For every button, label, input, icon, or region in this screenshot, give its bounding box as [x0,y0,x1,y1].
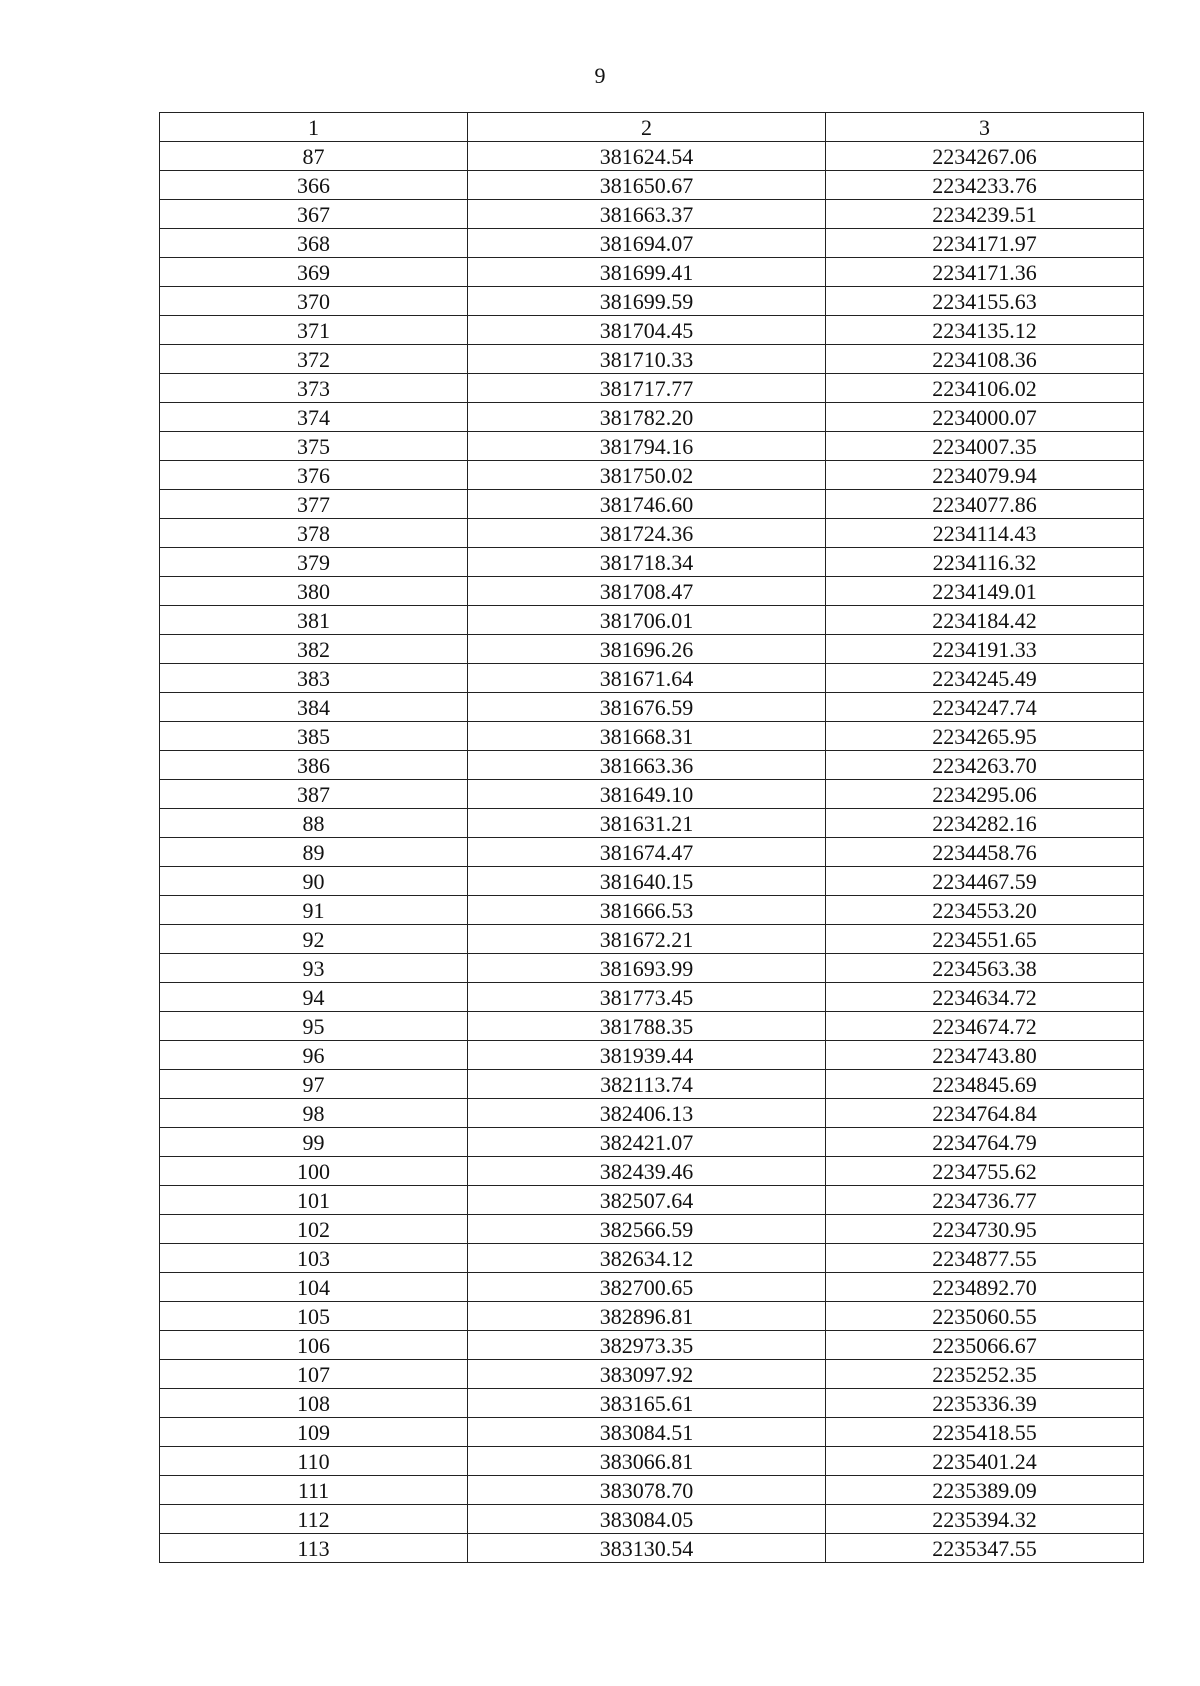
table-cell-col-1: 366 [160,171,468,200]
table-cell-col-2: 381663.37 [468,200,826,229]
table-cell-col-1: 90 [160,867,468,896]
table-cell-col-1: 97 [160,1070,468,1099]
table-cell-col-1: 372 [160,345,468,374]
table-cell-col-1: 113 [160,1534,468,1563]
table-cell-col-1: 103 [160,1244,468,1273]
table-cell-col-3: 2234764.84 [826,1099,1144,1128]
table-cell-col-1: 109 [160,1418,468,1447]
table-cell-col-2: 381706.01 [468,606,826,635]
table-header [160,113,1144,142]
table-row [160,664,1144,693]
table-cell-col-2: 381631.21 [468,809,826,838]
table-cell-col-1: 385 [160,722,468,751]
table-cell-col-3: 2234155.63 [826,287,1144,316]
table-cell-col-1: 96 [160,1041,468,1070]
table-cell-col-2: 381788.35 [468,1012,826,1041]
table-cell-col-2: 381663.36 [468,751,826,780]
table-cell-col-2: 381672.21 [468,925,826,954]
table-cell-col-3: 2234079.94 [826,461,1144,490]
table-cell-col-3: 2235252.35 [826,1360,1144,1389]
table-row [160,896,1144,925]
table-row [160,287,1144,316]
table-cell-col-2: 381674.47 [468,838,826,867]
table-cell-col-1: 89 [160,838,468,867]
column-header-1: 1 [160,113,468,142]
table-cell-col-1: 95 [160,1012,468,1041]
table-row [160,1447,1144,1476]
table-cell-col-3: 2234755.62 [826,1157,1144,1186]
table-cell-col-1: 378 [160,519,468,548]
table-cell-col-1: 100 [160,1157,468,1186]
table-cell-col-1: 91 [160,896,468,925]
table-cell-col-1: 367 [160,200,468,229]
table-cell-col-1: 375 [160,432,468,461]
table-row [160,461,1144,490]
table-cell-col-2: 381704.45 [468,316,826,345]
table-cell-col-2: 383130.54 [468,1534,826,1563]
table-cell-col-1: 369 [160,258,468,287]
table-cell-col-2: 381624.54 [468,142,826,171]
table-cell-col-1: 98 [160,1099,468,1128]
column-header-3: 3 [826,113,1144,142]
table-cell-col-2: 381699.41 [468,258,826,287]
table-cell-col-1: 112 [160,1505,468,1534]
table-cell-col-2: 381773.45 [468,983,826,1012]
table-cell-col-3: 2235418.55 [826,1418,1144,1447]
table-cell-col-3: 2235060.55 [826,1302,1144,1331]
table-cell-col-2: 382700.65 [468,1273,826,1302]
table-row [160,345,1144,374]
table-cell-col-3: 2234007.35 [826,432,1144,461]
table-row [160,316,1144,345]
table-cell-col-3: 2234116.32 [826,548,1144,577]
table-cell-col-2: 383066.81 [468,1447,826,1476]
table-row [160,925,1144,954]
table-row [160,374,1144,403]
table-cell-col-2: 381676.59 [468,693,826,722]
table-cell-col-3: 2235394.32 [826,1505,1144,1534]
table-cell-col-2: 383078.70 [468,1476,826,1505]
table-cell-col-2: 381782.20 [468,403,826,432]
table-cell-col-1: 377 [160,490,468,519]
table-cell-col-3: 2235066.67 [826,1331,1144,1360]
table-row [160,1360,1144,1389]
table-cell-col-2: 381696.26 [468,635,826,664]
table-cell-col-3: 2234149.01 [826,577,1144,606]
table-cell-col-2: 381939.44 [468,1041,826,1070]
table-cell-col-3: 2234764.79 [826,1128,1144,1157]
table-cell-col-1: 370 [160,287,468,316]
table-row [160,1041,1144,1070]
table-row [160,548,1144,577]
table-row [160,577,1144,606]
table-cell-col-1: 104 [160,1273,468,1302]
table-row [160,171,1144,200]
table-cell-col-2: 381640.15 [468,867,826,896]
table-row [160,229,1144,258]
table-row [160,200,1144,229]
table-row [160,635,1144,664]
table-cell-col-2: 381668.31 [468,722,826,751]
table-cell-col-3: 2234184.42 [826,606,1144,635]
table-cell-col-1: 371 [160,316,468,345]
table-cell-col-3: 2234171.97 [826,229,1144,258]
table-cell-col-2: 381671.64 [468,664,826,693]
table-cell-col-1: 87 [160,142,468,171]
table-cell-col-3: 2234265.95 [826,722,1144,751]
table-cell-col-3: 2234263.70 [826,751,1144,780]
table-row [160,432,1144,461]
table-cell-col-2: 381718.34 [468,548,826,577]
table-cell-col-3: 2234458.76 [826,838,1144,867]
table-cell-col-3: 2234233.76 [826,171,1144,200]
table-cell-col-1: 111 [160,1476,468,1505]
table-body [160,142,1144,1563]
table-cell-col-2: 382406.13 [468,1099,826,1128]
table-cell-col-2: 381694.07 [468,229,826,258]
table-cell-col-3: 2234191.33 [826,635,1144,664]
table-cell-col-2: 382439.46 [468,1157,826,1186]
table-cell-col-2: 381650.67 [468,171,826,200]
table-cell-col-1: 110 [160,1447,468,1476]
table-cell-col-2: 381724.36 [468,519,826,548]
table-row [160,142,1144,171]
table-row [160,1273,1144,1302]
table-cell-col-1: 379 [160,548,468,577]
table-row [160,809,1144,838]
table-cell-col-3: 2234114.43 [826,519,1144,548]
table-cell-col-1: 384 [160,693,468,722]
table-row [160,1244,1144,1273]
column-header-2: 2 [468,113,826,142]
table-cell-col-1: 376 [160,461,468,490]
table-cell-col-2: 381710.33 [468,345,826,374]
table-row [160,1302,1144,1331]
table-cell-col-2: 381649.10 [468,780,826,809]
table-cell-col-2: 383084.05 [468,1505,826,1534]
table-cell-col-1: 94 [160,983,468,1012]
table-cell-col-3: 2234845.69 [826,1070,1144,1099]
table-cell-col-2: 383165.61 [468,1389,826,1418]
table-cell-col-1: 380 [160,577,468,606]
table-cell-col-3: 2234467.59 [826,867,1144,896]
table-cell-col-2: 381666.53 [468,896,826,925]
table-cell-col-3: 2234000.07 [826,403,1144,432]
table-cell-col-1: 373 [160,374,468,403]
table-cell-col-2: 381699.59 [468,287,826,316]
table-cell-col-1: 368 [160,229,468,258]
table-cell-col-3: 2234282.16 [826,809,1144,838]
table-cell-col-2: 382113.74 [468,1070,826,1099]
table-row [160,838,1144,867]
table-cell-col-3: 2234077.86 [826,490,1144,519]
table-row [160,490,1144,519]
table-row [160,1505,1144,1534]
table-cell-col-3: 2234171.36 [826,258,1144,287]
table-row [160,519,1144,548]
table-row [160,1389,1144,1418]
table-cell-col-2: 383097.92 [468,1360,826,1389]
table-cell-col-1: 382 [160,635,468,664]
table-cell-col-2: 382566.59 [468,1215,826,1244]
table-cell-col-3: 2234239.51 [826,200,1144,229]
table-cell-col-1: 374 [160,403,468,432]
table-row [160,780,1144,809]
table-cell-col-1: 107 [160,1360,468,1389]
table-cell-col-2: 383084.51 [468,1418,826,1447]
table-row [160,606,1144,635]
table-cell-col-2: 382973.35 [468,1331,826,1360]
table-cell-col-3: 2234730.95 [826,1215,1144,1244]
table-row [160,1070,1144,1099]
table-cell-col-3: 2234267.06 [826,142,1144,171]
table-cell-col-3: 2234245.49 [826,664,1144,693]
table-cell-col-3: 2234877.55 [826,1244,1144,1273]
table-cell-col-2: 382634.12 [468,1244,826,1273]
table-row [160,954,1144,983]
table-cell-col-1: 106 [160,1331,468,1360]
table-cell-col-2: 381750.02 [468,461,826,490]
table-cell-col-3: 2234743.80 [826,1041,1144,1070]
table-cell-col-2: 382421.07 [468,1128,826,1157]
table-row [160,258,1144,287]
table-row [160,403,1144,432]
table-cell-col-3: 2234295.06 [826,780,1144,809]
page-number: 9 [594,63,606,88]
table-cell-col-3: 2235389.09 [826,1476,1144,1505]
table-cell-col-3: 2234892.70 [826,1273,1144,1302]
table-cell-col-2: 381746.60 [468,490,826,519]
table-row [160,751,1144,780]
table-row [160,693,1144,722]
table-cell-col-1: 383 [160,664,468,693]
table-cell-col-3: 2234553.20 [826,896,1144,925]
table-cell-col-3: 2235347.55 [826,1534,1144,1563]
table-cell-col-3: 2234106.02 [826,374,1144,403]
table-row [160,1534,1144,1563]
table-row [160,1012,1144,1041]
table-row [160,1418,1144,1447]
table-row [160,1186,1144,1215]
table-row [160,1215,1144,1244]
table-cell-col-1: 102 [160,1215,468,1244]
table-cell-col-2: 381794.16 [468,432,826,461]
table-cell-col-1: 105 [160,1302,468,1331]
table-cell-col-3: 2234634.72 [826,983,1144,1012]
table-row [160,1476,1144,1505]
table-cell-col-2: 381708.47 [468,577,826,606]
table-cell-col-1: 101 [160,1186,468,1215]
table-row [160,1331,1144,1360]
table-cell-col-3: 2234674.72 [826,1012,1144,1041]
table-cell-col-3: 2234551.65 [826,925,1144,954]
table-cell-col-3: 2234135.12 [826,316,1144,345]
header-row [160,113,1144,142]
table-cell-col-3: 2235401.24 [826,1447,1144,1476]
coordinates-table [159,112,1144,1563]
table-cell-col-2: 382507.64 [468,1186,826,1215]
table-row [160,983,1144,1012]
table-cell-col-1: 99 [160,1128,468,1157]
table-row [160,1128,1144,1157]
table-cell-col-1: 93 [160,954,468,983]
table-cell-col-1: 386 [160,751,468,780]
table-cell-col-3: 2234563.38 [826,954,1144,983]
table-cell-col-3: 2234108.36 [826,345,1144,374]
table-cell-col-2: 381717.77 [468,374,826,403]
table-cell-col-1: 88 [160,809,468,838]
table-cell-col-3: 2234247.74 [826,693,1144,722]
table-cell-col-3: 2234736.77 [826,1186,1144,1215]
table-cell-col-2: 381693.99 [468,954,826,983]
table-cell-col-2: 382896.81 [468,1302,826,1331]
table-row [160,1099,1144,1128]
table-cell-col-1: 387 [160,780,468,809]
table-row [160,867,1144,896]
table-cell-col-1: 92 [160,925,468,954]
table-cell-col-1: 381 [160,606,468,635]
table-cell-col-3: 2235336.39 [826,1389,1144,1418]
table-row [160,722,1144,751]
table-cell-col-1: 108 [160,1389,468,1418]
table-row [160,1157,1144,1186]
